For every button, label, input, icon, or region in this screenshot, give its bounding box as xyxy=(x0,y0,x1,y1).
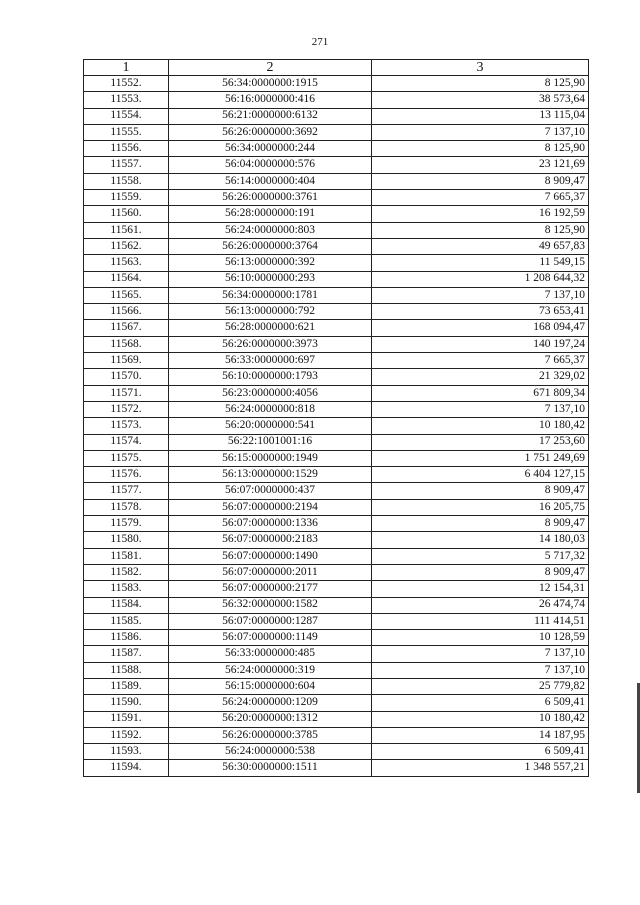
table-row xyxy=(84,727,589,743)
cadastral-number: 56:20:0000000:1312 xyxy=(169,711,372,727)
cadastral-number: 56:33:0000000:485 xyxy=(169,646,372,662)
row-number: 11593. xyxy=(84,744,169,760)
cadastral-value: 1 751 249,69 xyxy=(372,450,589,466)
cadastral-value: 10 128,59 xyxy=(372,630,589,646)
row-number: 11560. xyxy=(84,206,169,222)
cadastral-value: 11 549,15 xyxy=(372,255,589,271)
cadastral-value: 16 192,59 xyxy=(372,206,589,222)
table-row xyxy=(84,157,589,173)
row-number: 11559. xyxy=(84,190,169,206)
table-row xyxy=(84,678,589,694)
cadastral-number: 56:13:0000000:392 xyxy=(169,255,372,271)
cadastral-value: 8 909,47 xyxy=(372,564,589,580)
row-number: 11563. xyxy=(84,255,169,271)
table-row xyxy=(84,434,589,450)
table-row xyxy=(84,564,589,580)
table-row xyxy=(84,532,589,548)
cadastral-number: 56:07:0000000:1287 xyxy=(169,613,372,629)
cadastral-number: 56:07:0000000:437 xyxy=(169,483,372,499)
cadastral-value: 26 474,74 xyxy=(372,597,589,613)
table-row xyxy=(84,271,589,287)
cadastral-value: 38 573,64 xyxy=(372,92,589,108)
row-number: 11558. xyxy=(84,173,169,189)
cadastral-number: 56:33:0000000:697 xyxy=(169,353,372,369)
cadastral-value: 6 509,41 xyxy=(372,744,589,760)
table-row xyxy=(84,92,589,108)
table-row xyxy=(84,173,589,189)
cadastral-value: 12 154,31 xyxy=(372,581,589,597)
table-row xyxy=(84,287,589,303)
table-row xyxy=(84,418,589,434)
cadastral-number: 56:24:0000000:538 xyxy=(169,744,372,760)
table-row xyxy=(84,695,589,711)
row-number: 11578. xyxy=(84,499,169,515)
row-number: 11580. xyxy=(84,532,169,548)
row-number: 11589. xyxy=(84,678,169,694)
cadastral-value: 7 665,37 xyxy=(372,190,589,206)
cadastral-number: 56:24:0000000:319 xyxy=(169,662,372,678)
cadastral-number: 56:13:0000000:1529 xyxy=(169,467,372,483)
cadastral-value: 7 665,37 xyxy=(372,353,589,369)
row-number: 11565. xyxy=(84,287,169,303)
table-row xyxy=(84,548,589,564)
table-row xyxy=(84,206,589,222)
row-number: 11585. xyxy=(84,613,169,629)
table-row xyxy=(84,320,589,336)
cadastral-number: 56:34:0000000:244 xyxy=(169,141,372,157)
cadastral-number: 56:10:0000000:293 xyxy=(169,271,372,287)
table-row xyxy=(84,76,589,92)
cadastral-number: 56:26:0000000:3692 xyxy=(169,124,372,140)
cadastral-value: 7 137,10 xyxy=(372,287,589,303)
cadastral-value: 21 329,02 xyxy=(372,369,589,385)
cadastral-number: 56:07:0000000:2183 xyxy=(169,532,372,548)
table-row xyxy=(84,760,589,776)
cadastral-number: 56:30:0000000:1511 xyxy=(169,760,372,776)
cadastral-number: 56:28:0000000:621 xyxy=(169,320,372,336)
table-row xyxy=(84,401,589,417)
row-number: 11594. xyxy=(84,760,169,776)
row-number: 11591. xyxy=(84,711,169,727)
table-body xyxy=(84,76,589,777)
cadastral-number: 56:07:0000000:2177 xyxy=(169,581,372,597)
cadastral-number: 56:21:0000000:6132 xyxy=(169,108,372,124)
cadastral-value: 8 909,47 xyxy=(372,483,589,499)
table-header xyxy=(84,60,589,76)
row-number: 11583. xyxy=(84,581,169,597)
cadastral-value: 17 253,60 xyxy=(372,434,589,450)
cadastral-value: 6 509,41 xyxy=(372,695,589,711)
row-number: 11564. xyxy=(84,271,169,287)
cadastral-number: 56:24:0000000:818 xyxy=(169,401,372,417)
header-row xyxy=(84,60,589,76)
row-number: 11588. xyxy=(84,662,169,678)
table-row xyxy=(84,385,589,401)
data-table xyxy=(83,59,589,777)
cadastral-value: 111 414,51 xyxy=(372,613,589,629)
table-row xyxy=(84,255,589,271)
cadastral-number: 56:24:0000000:1209 xyxy=(169,695,372,711)
cadastral-number: 56:34:0000000:1915 xyxy=(169,76,372,92)
row-number: 11590. xyxy=(84,695,169,711)
cadastral-value: 671 809,34 xyxy=(372,385,589,401)
table-row xyxy=(84,744,589,760)
cadastral-value: 7 137,10 xyxy=(372,124,589,140)
cadastral-number: 56:23:0000000:4056 xyxy=(169,385,372,401)
cadastral-value: 10 180,42 xyxy=(372,418,589,434)
cadastral-value: 14 180,03 xyxy=(372,532,589,548)
table-row xyxy=(84,711,589,727)
column-header-2: 2 xyxy=(169,60,372,76)
row-number: 11582. xyxy=(84,564,169,580)
cadastral-number: 56:26:0000000:3785 xyxy=(169,727,372,743)
row-number: 11567. xyxy=(84,320,169,336)
table-row xyxy=(84,190,589,206)
cadastral-value: 16 205,75 xyxy=(372,499,589,515)
row-number: 11562. xyxy=(84,238,169,254)
cadastral-number: 56:16:0000000:416 xyxy=(169,92,372,108)
cadastral-value: 8 909,47 xyxy=(372,516,589,532)
cadastral-number: 56:15:0000000:1949 xyxy=(169,450,372,466)
row-number: 11574. xyxy=(84,434,169,450)
table-row xyxy=(84,597,589,613)
column-header-1: 1 xyxy=(84,60,169,76)
table-row xyxy=(84,238,589,254)
cadastral-value: 8 125,90 xyxy=(372,141,589,157)
cadastral-number: 56:14:0000000:404 xyxy=(169,173,372,189)
cadastral-value: 8 125,90 xyxy=(372,222,589,238)
column-header-3: 3 xyxy=(372,60,589,76)
table-row xyxy=(84,353,589,369)
cadastral-number: 56:20:0000000:541 xyxy=(169,418,372,434)
row-number: 11579. xyxy=(84,516,169,532)
cadastral-value: 23 121,69 xyxy=(372,157,589,173)
cadastral-value: 7 137,10 xyxy=(372,646,589,662)
cadastral-value: 8 125,90 xyxy=(372,76,589,92)
cadastral-value: 10 180,42 xyxy=(372,711,589,727)
row-number: 11554. xyxy=(84,108,169,124)
cadastral-number: 56:13:0000000:792 xyxy=(169,304,372,320)
cadastral-value: 6 404 127,15 xyxy=(372,467,589,483)
page-number: 271 xyxy=(311,36,329,48)
row-number: 11584. xyxy=(84,597,169,613)
row-number: 11555. xyxy=(84,124,169,140)
cadastral-value: 140 197,24 xyxy=(372,336,589,352)
table-row xyxy=(84,467,589,483)
cadastral-number: 56:07:0000000:1490 xyxy=(169,548,372,564)
cadastral-number: 56:15:0000000:604 xyxy=(169,678,372,694)
row-number: 11581. xyxy=(84,548,169,564)
row-number: 11571. xyxy=(84,385,169,401)
cadastral-number: 56:32:0000000:1582 xyxy=(169,597,372,613)
table-row xyxy=(84,581,589,597)
row-number: 11572. xyxy=(84,401,169,417)
row-number: 11570. xyxy=(84,369,169,385)
row-number: 11592. xyxy=(84,727,169,743)
cadastral-value: 49 657,83 xyxy=(372,238,589,254)
cadastral-number: 56:07:0000000:2194 xyxy=(169,499,372,515)
cadastral-number: 56:07:0000000:2011 xyxy=(169,564,372,580)
cadastral-number: 56:28:0000000:191 xyxy=(169,206,372,222)
table-row xyxy=(84,613,589,629)
cadastral-value: 1 208 644,32 xyxy=(372,271,589,287)
row-number: 11561. xyxy=(84,222,169,238)
table-row xyxy=(84,450,589,466)
table-row xyxy=(84,222,589,238)
cadastral-number: 56:07:0000000:1149 xyxy=(169,630,372,646)
row-number: 11566. xyxy=(84,304,169,320)
row-number: 11587. xyxy=(84,646,169,662)
cadastral-number: 56:26:0000000:3764 xyxy=(169,238,372,254)
cadastral-number: 56:34:0000000:1781 xyxy=(169,287,372,303)
cadastral-value: 13 115,04 xyxy=(372,108,589,124)
cadastral-value: 7 137,10 xyxy=(372,662,589,678)
row-number: 11557. xyxy=(84,157,169,173)
row-number: 11553. xyxy=(84,92,169,108)
table-row xyxy=(84,369,589,385)
cadastral-number: 56:10:0000000:1793 xyxy=(169,369,372,385)
cadastral-value: 168 094,47 xyxy=(372,320,589,336)
cadastral-number: 56:07:0000000:1336 xyxy=(169,516,372,532)
cadastral-number: 56:24:0000000:803 xyxy=(169,222,372,238)
table-row xyxy=(84,662,589,678)
table-row xyxy=(84,483,589,499)
table-row xyxy=(84,124,589,140)
table-row xyxy=(84,336,589,352)
row-number: 11577. xyxy=(84,483,169,499)
table-row xyxy=(84,516,589,532)
table-row xyxy=(84,499,589,515)
row-number: 11576. xyxy=(84,467,169,483)
row-number: 11552. xyxy=(84,76,169,92)
row-number: 11556. xyxy=(84,141,169,157)
cadastral-value: 25 779,82 xyxy=(372,678,589,694)
table-row xyxy=(84,141,589,157)
cadastral-number: 56:26:0000000:3761 xyxy=(169,190,372,206)
table-row xyxy=(84,304,589,320)
cadastral-value: 5 717,32 xyxy=(372,548,589,564)
cadastral-value: 1 348 557,21 xyxy=(372,760,589,776)
cadastral-value: 8 909,47 xyxy=(372,173,589,189)
cadastral-value: 14 187,95 xyxy=(372,727,589,743)
cadastral-number: 56:26:0000000:3973 xyxy=(169,336,372,352)
row-number: 11573. xyxy=(84,418,169,434)
table-row xyxy=(84,630,589,646)
row-number: 11575. xyxy=(84,450,169,466)
table-row xyxy=(84,108,589,124)
cadastral-value: 73 653,41 xyxy=(372,304,589,320)
row-number: 11586. xyxy=(84,630,169,646)
cadastral-value: 7 137,10 xyxy=(372,401,589,417)
table-row xyxy=(84,646,589,662)
row-number: 11568. xyxy=(84,336,169,352)
cadastral-number: 56:22:1001001:16 xyxy=(169,434,372,450)
row-number: 11569. xyxy=(84,353,169,369)
cadastral-number: 56:04:0000000:576 xyxy=(169,157,372,173)
